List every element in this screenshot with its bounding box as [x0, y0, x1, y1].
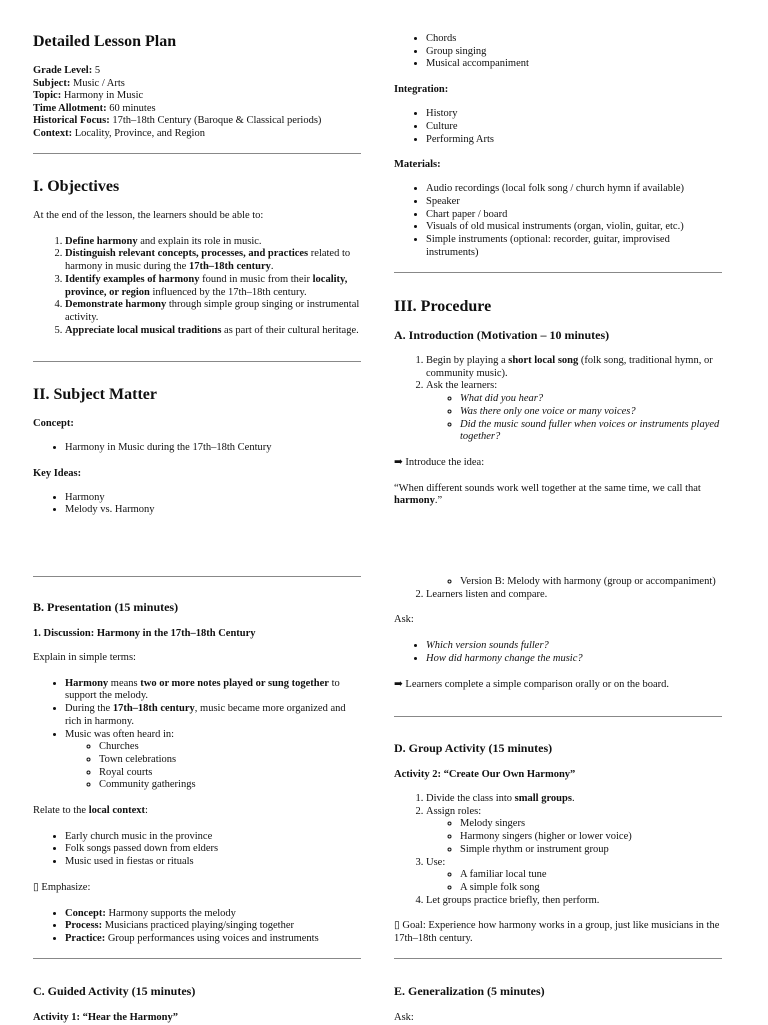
material-item: • Speaker	[426, 196, 724, 209]
emphasis-item: • Concept: Harmony supports the melody	[65, 908, 363, 921]
ask-label: Ask:	[394, 614, 414, 626]
generalization-heading: E. Generalization (5 minutes)	[394, 984, 545, 998]
use-item: ◦ A familiar local tune	[460, 869, 724, 882]
relate-text: Relate to the local context:	[33, 805, 148, 817]
divider	[33, 361, 361, 362]
role-item: ◦ Harmony singers (higher or lower voice)	[460, 831, 724, 844]
procedure-heading: III. Procedure	[394, 298, 492, 315]
emphasize-text: ▯ Emphasize:	[33, 881, 91, 893]
question-item: • How did harmony change the music?	[426, 653, 724, 666]
material-item: • Chart paper / board	[426, 209, 724, 222]
emphasis-item: • Process: Musicians practiced playing/singing together	[65, 920, 363, 933]
objectives-intro: At the end of the lesson, the learners should be able to:	[33, 210, 264, 221]
roles-list	[426, 818, 724, 856]
activity1-subheading: Activity 1: “Hear the Harmony”	[33, 1012, 179, 1023]
divider	[33, 576, 361, 577]
question-item: ◦ What did you hear?	[460, 393, 724, 406]
activity2-subheading: Activity 2: “Create Our Own Harmony”	[394, 769, 576, 780]
group-step: 1. Divide the class into small groups.	[426, 793, 724, 806]
local-context-item: • Music used in fiestas or rituals	[65, 856, 363, 869]
subject-matter-heading: II. Subject Matter	[33, 386, 157, 403]
subject-matter-section	[33, 386, 363, 517]
integration-item: • Culture	[426, 121, 724, 134]
explain-text: Explain in simple terms:	[33, 652, 136, 663]
introduce-idea: ➡ Introduce the idea:	[394, 456, 485, 468]
goal-text: ▯ Goal: Experience how harmony works in a group, just like musicians in the 17th–18th century.	[394, 920, 720, 945]
meta-line: Historical Focus: 17th–18th Century (Baroque & Classical periods)	[33, 115, 322, 126]
integration-list	[394, 108, 724, 146]
intro-questions	[426, 393, 724, 444]
objective-item: 3. Identify examples of harmony found in music from their locality, province, or region influenced by the 17th–18th century.	[65, 274, 363, 299]
page1-left-column	[33, 33, 363, 140]
integration-item: • History	[426, 108, 724, 121]
meta-line: Grade Level: 5	[33, 65, 101, 76]
question-item: ◦ Was there only one voice or many voices?	[460, 406, 724, 419]
question-item: ◦ Did the music sound fuller when voices or instruments played together?	[460, 419, 724, 444]
divider	[394, 958, 722, 959]
meta-line: Context: Locality, Province, and Region	[33, 127, 205, 139]
intro-step-1: 1. Begin by playing a short local song (folk song, traditional hymn, or community music).	[426, 355, 724, 380]
introduction-heading: A. Introduction (Motivation – 10 minutes)	[394, 328, 610, 342]
place-item: ◦ Churches	[99, 741, 363, 754]
presentation-section	[33, 600, 363, 946]
divider	[33, 958, 361, 959]
emphasis-list	[33, 908, 363, 946]
places-list	[65, 741, 363, 792]
objective-item: 2. Distinguish relevant concepts, processes, and practices related to harmony in music during the 17th–18th century.	[65, 248, 363, 273]
group-activity-section	[394, 741, 724, 946]
materials-list	[394, 183, 724, 259]
guided-activity-section	[33, 984, 363, 1023]
key-idea-item: • Musical accompaniment	[426, 58, 724, 71]
group-activity-heading: D. Group Activity (15 minutes)	[394, 741, 553, 755]
concept-label: Concept:	[33, 418, 74, 429]
key-ideas-label: Key Ideas:	[33, 467, 82, 479]
group-steps	[394, 793, 724, 907]
group-step: 3. Use: ◦ A familiar local tune ◦ A simple folk song	[426, 857, 724, 895]
group-step: 2. Assign roles: ◦ Melody singers ◦ Harmony singers (higher or lower voice) ◦ Simple rhythm or instrument group	[426, 806, 724, 857]
role-item: ◦ Melody singers	[460, 818, 724, 831]
listen-steps	[394, 576, 724, 601]
divider	[394, 272, 722, 273]
group-step: 4. Let groups practice briefly, then perform.	[426, 895, 724, 908]
local-context-list	[33, 831, 363, 869]
divider	[33, 153, 361, 154]
key-ideas-continued-list	[394, 33, 724, 71]
materials-label: Materials:	[394, 159, 441, 171]
lesson-meta	[33, 65, 363, 140]
objective-item: 5. Appreciate local musical traditions as part of their cultural heritage.	[65, 325, 363, 338]
material-item: • Simple instruments (optional: recorder, guitar, improvised instruments)	[426, 234, 724, 259]
page2-right-column	[394, 576, 724, 691]
emphasis-item: • Practice: Group performances using voices and instruments	[65, 933, 363, 946]
question-item: • Which version sounds fuller?	[426, 640, 724, 653]
integration-item: • Performing Arts	[426, 134, 724, 147]
version-b: ◦ Version B: Melody with harmony (group or accompaniment)	[460, 576, 724, 589]
integration-label: Integration:	[394, 84, 449, 96]
place-item: ◦ Community gatherings	[99, 779, 363, 792]
generalization-section	[394, 984, 724, 1025]
generalization-ask: Ask:	[394, 1012, 414, 1023]
meta-line: Subject: Music / Arts	[33, 77, 125, 89]
meta-line: Topic: Harmony in Music	[33, 90, 144, 101]
harmony-point: • During the 17th–18th century, music became more organized and rich in harmony.	[65, 703, 363, 728]
uses-list	[426, 869, 724, 894]
intro-step-2: 2. Ask the learners: ◦ What did you hear? ◦ Was there only one voice or many voices? ◦ Did the music sound fuller when voices or instruments played together?	[426, 380, 724, 444]
procedure-section	[394, 298, 724, 508]
key-idea-item: • Chords	[426, 33, 724, 46]
key-idea-item: • Group singing	[426, 46, 724, 59]
place-item: ◦ Royal courts	[99, 767, 363, 780]
discussion-subheading: 1. Discussion: Harmony in the 17th–18th Century	[33, 628, 256, 639]
harmony-point: • Music was often heard in: ◦ Churches ◦ Town celebrations ◦ Royal courts ◦ Community gatherings	[65, 729, 363, 793]
key-ideas-list	[33, 492, 363, 517]
comparison-note: ➡ Learners complete a simple comparison orally or on the board.	[394, 678, 669, 690]
guided-activity-heading: C. Guided Activity (15 minutes)	[33, 984, 196, 998]
objective-item: 1. Define harmony and explain its role in music.	[65, 236, 363, 249]
role-item: ◦ Simple rhythm or instrument group	[460, 844, 724, 857]
page1-right-column	[394, 33, 724, 259]
document-title: Detailed Lesson Plan	[33, 33, 177, 50]
key-idea-item: • Melody vs. Harmony	[65, 504, 363, 517]
local-context-item: • Folk songs passed down from elders	[65, 843, 363, 856]
material-item: • Visuals of old musical instruments (organ, violin, guitar, etc.)	[426, 221, 724, 234]
meta-line: Time Allotment: 60 minutes	[33, 102, 156, 114]
introduction-steps	[394, 355, 724, 444]
listen-step-2: 2. Learners listen and compare.	[426, 589, 724, 602]
objectives-section	[33, 178, 363, 337]
harmony-point: • Harmony means two or more notes played or sung together to support the melody.	[65, 678, 363, 703]
material-item: • Audio recordings (local folk song / church hymn if available)	[426, 183, 724, 196]
comparison-questions	[394, 640, 724, 665]
concept-list	[33, 442, 363, 455]
harmony-points	[33, 678, 363, 792]
place-item: ◦ Town celebrations	[99, 754, 363, 767]
local-context-item: • Early church music in the province	[65, 831, 363, 844]
concept-item: • Harmony in Music during the 17th–18th Century	[65, 442, 363, 455]
presentation-heading: B. Presentation (15 minutes)	[33, 600, 179, 614]
use-item: ◦ A simple folk song	[460, 882, 724, 895]
objectives-list	[33, 236, 363, 338]
harmony-quote: “When different sounds work well together at the same time, we call that harmony.”	[394, 482, 701, 507]
objective-item: 4. Demonstrate harmony through simple group singing or instrumental activity.	[65, 299, 363, 324]
key-idea-item: • Harmony	[65, 492, 363, 505]
divider	[394, 716, 722, 717]
objectives-heading: I. Objectives	[33, 178, 120, 195]
